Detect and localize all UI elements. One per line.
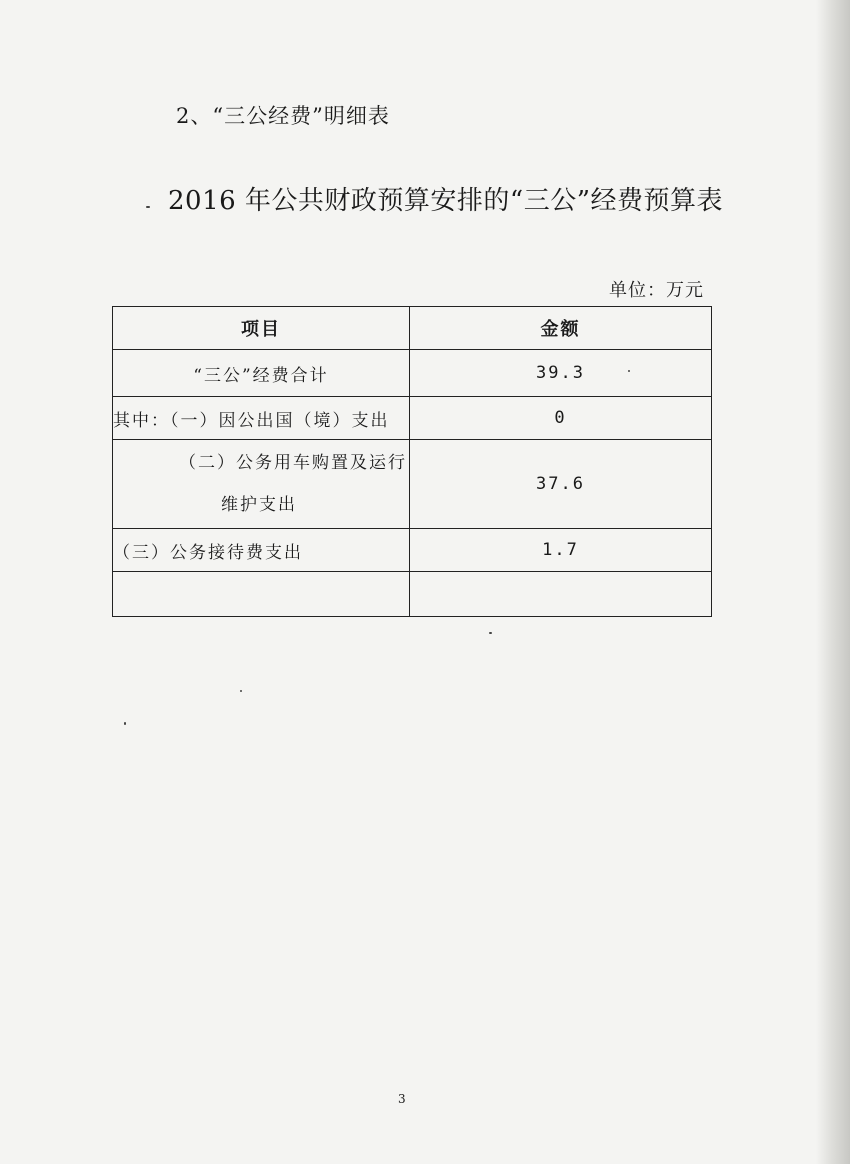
scan-speck	[489, 632, 492, 634]
page-number: 3	[398, 1092, 406, 1106]
scan-speck	[146, 206, 150, 208]
table-row-overseas	[113, 397, 712, 440]
table-row-reception	[113, 529, 712, 572]
scan-speck	[240, 690, 242, 692]
table-row-total	[113, 350, 712, 397]
row-item-empty	[113, 572, 410, 617]
table-row-vehicles	[113, 440, 712, 529]
row-item-vehicles-line1: （二）公务用车购置及运行	[179, 453, 407, 473]
budget-table	[112, 306, 712, 617]
row-item-reception: （三）公务接待费支出	[113, 529, 410, 572]
column-header-item: 项目	[113, 307, 410, 350]
scan-speck	[124, 722, 126, 725]
row-amount-total: 39.3	[410, 350, 712, 397]
row-item-total: “三公”经费合计	[113, 350, 410, 397]
row-amount-reception: 1.7	[410, 529, 712, 572]
row-amount-overseas: 0	[410, 397, 712, 440]
document-title: 2016 年公共财政预算安排的“三公”经费预算表	[168, 186, 724, 216]
unit-label: 单位：万元	[609, 280, 704, 301]
scan-shadow-edge	[816, 0, 850, 1164]
table-row-empty	[113, 572, 712, 617]
row-item-vehicles	[113, 440, 410, 529]
section-heading: 2、“三公经费”明细表	[176, 104, 390, 128]
column-header-amount: 金额	[410, 307, 712, 350]
row-item-overseas: 其中：（一）因公出国（境）支出	[113, 397, 410, 440]
row-item-vehicles-line2: 维护支出	[221, 495, 297, 515]
row-amount-empty	[410, 572, 712, 617]
row-amount-vehicles: 37.6	[410, 440, 712, 529]
table-header-row	[113, 307, 712, 350]
